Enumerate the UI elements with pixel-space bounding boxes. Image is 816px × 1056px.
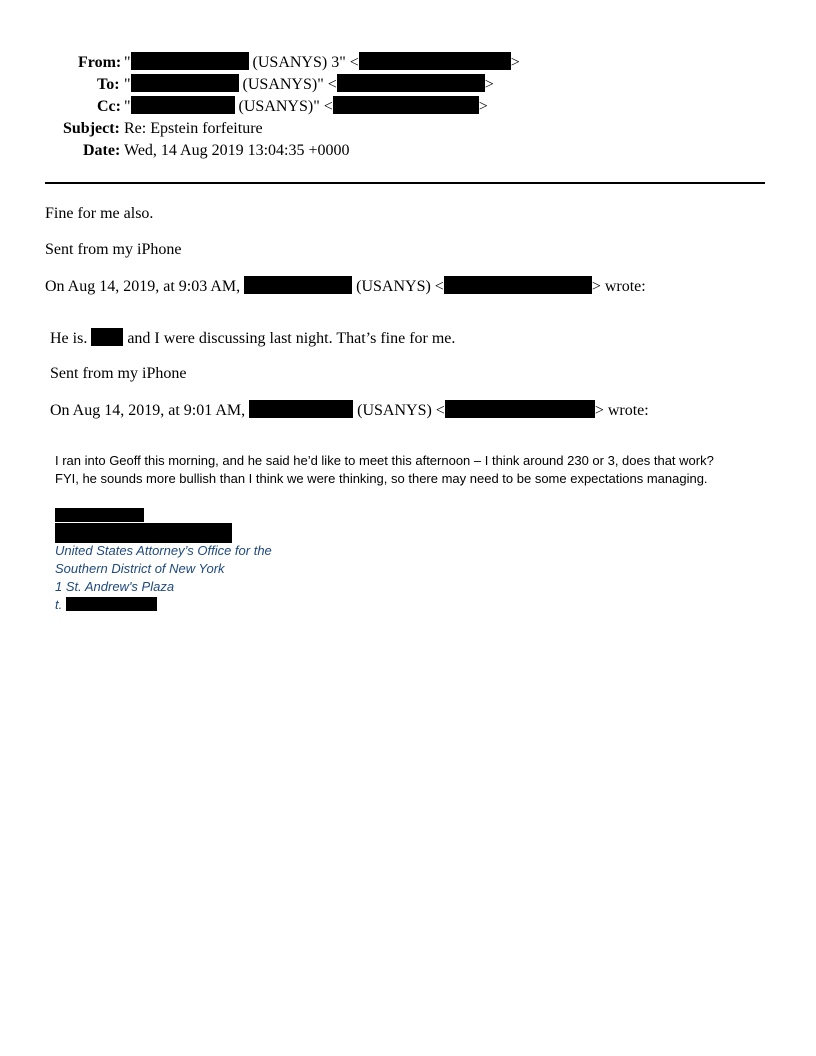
reply1-attribution: On Aug 14, 2019, at 9:03 AM, (USANYS) < > wrote: — [45, 278, 646, 295]
redacted-block — [337, 74, 485, 92]
cc-value: " (USANYS)" < > — [124, 98, 488, 115]
to-label: To: — [97, 76, 120, 93]
reply1-body: Fine for me also. — [45, 205, 154, 222]
subject-label: Subject: — [63, 120, 120, 137]
reply2-sent-from: Sent from my iPhone — [50, 365, 187, 382]
to-value: " (USANYS)" < > — [124, 76, 494, 93]
signature-office-line-2: Southern District of New York — [55, 561, 225, 576]
header-divider — [45, 182, 765, 184]
from-label: From: — [78, 54, 122, 71]
redacted-block — [445, 400, 595, 418]
redacted-block — [66, 597, 157, 611]
redacted-block — [249, 400, 353, 418]
signature-name-redacted — [55, 508, 144, 522]
redacted-block — [244, 276, 352, 294]
redacted-block — [131, 52, 249, 70]
original-line-1: I ran into Geoff this morning, and he said he’d like to meet this afternoon – I think around 230 or 3, does that work? — [55, 453, 714, 468]
redacted-block — [444, 276, 592, 294]
signature-phone: t. — [55, 596, 157, 614]
redacted-block — [131, 96, 235, 114]
signature-office-line-1: United States Attorney’s Office for the — [55, 543, 272, 558]
from-value: " (USANYS) 3" < > — [124, 54, 520, 71]
date-value: Wed, 14 Aug 2019 13:04:35 +0000 — [124, 142, 350, 159]
redacted-block — [91, 328, 123, 346]
reply2-attribution: On Aug 14, 2019, at 9:01 AM, (USANYS) < > wrote: — [50, 402, 649, 419]
reply2-body: He is. and I were discussing last night. That’s fine for me. — [50, 330, 456, 347]
redacted-block — [333, 96, 479, 114]
redacted-block — [359, 52, 511, 70]
subject-value: Re: Epstein forfeiture — [124, 120, 263, 137]
cc-label: Cc: — [97, 98, 121, 115]
signature-address: 1 St. Andrew's Plaza — [55, 579, 175, 594]
reply1-sent-from: Sent from my iPhone — [45, 241, 182, 258]
date-label: Date: — [83, 142, 121, 159]
signature-title-redacted — [55, 523, 232, 543]
redacted-block — [131, 74, 239, 92]
original-line-2: FYI, he sounds more bullish than I think we were thinking, so there may need to be some expectations managing. — [55, 471, 708, 486]
